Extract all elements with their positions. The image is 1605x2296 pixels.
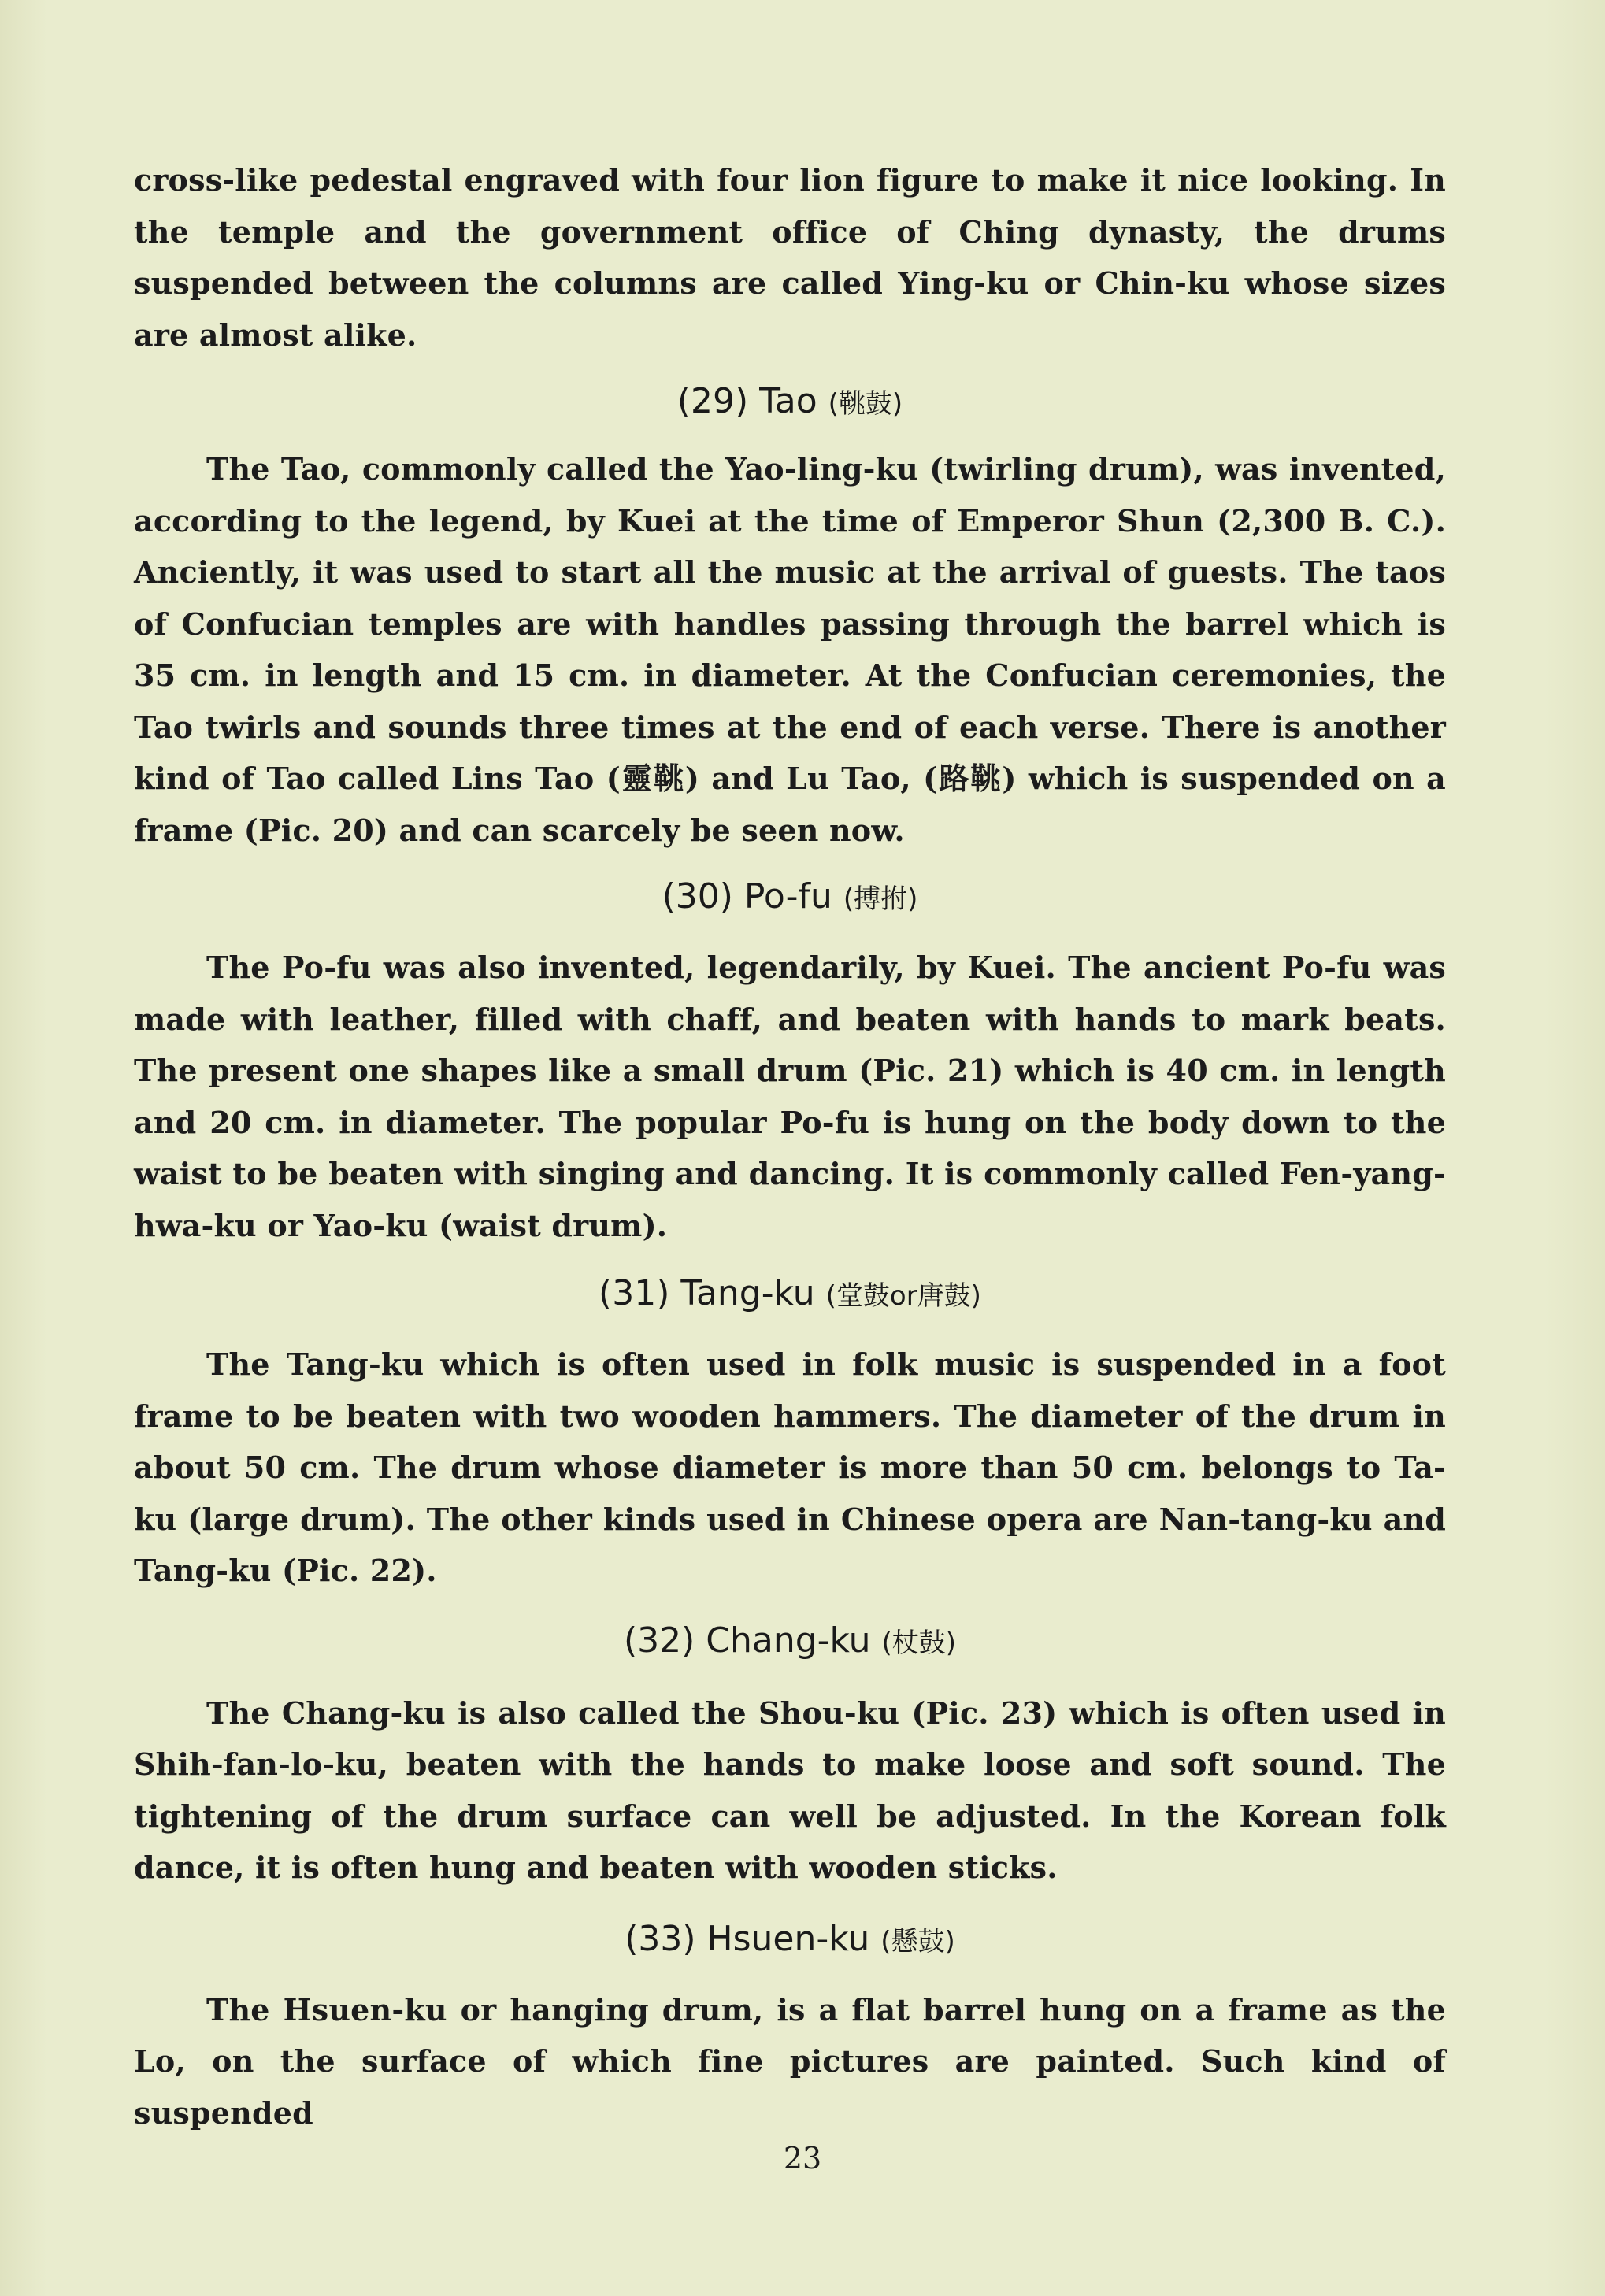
page-content [134, 154, 1446, 2139]
heading-cjk: (杖鼓) [881, 1627, 957, 1659]
paragraph-hsuen-ku: The Hsuen-ku or hanging drum, is a flat barrel hung on a frame as the Lo, on the surface of which fine pictures are painted. Such kind of suspended [134, 1991, 1446, 2131]
paragraph-chang-ku: The Chang-ku is also called the Shou-ku (Pic. 23) which is often used in Shih-fan-lo-ku, beaten with the hands to make loose and soft sound. The tightening of the drum surface can well be adjusted. In the Korean folk dance, it is often hung and beaten with wooden sticks. [134, 1694, 1446, 1885]
heading-label: (30) Po-fu [662, 876, 832, 917]
heading-33-hsuen-ku [134, 1916, 1446, 1965]
heading-label: (33) Hsuen-ku [625, 1918, 870, 1959]
heading-32-chang-ku [134, 1617, 1446, 1667]
heading-cjk: (鞉鼓) [828, 388, 903, 420]
heading-cjk: (懸鼓) [880, 1925, 955, 1957]
page-number: 23 [783, 2141, 822, 2176]
heading-label: (32) Chang-ku [623, 1620, 871, 1661]
heading-label: (31) Tang-ku [599, 1273, 815, 1313]
paragraph-continuation: cross-like pedestal engraved with four lion figure to make it nice looking. In the temple and the government office of Ching dynasty, the drums suspended between the columns are called Ying-ku or Chin-ku whose sizes are almost alike. [134, 162, 1446, 353]
heading-cjk: (堂鼓or唐鼓) [825, 1280, 981, 1312]
paragraph-po-fu: The Po-fu was also invented, legendarily, by Kuei. The ancient Po-fu was made with leather, filled with chaff, and beaten with hands to mark beats. The present one shapes like a small drum (Pic. 21) which is 40 cm. in length and 20 cm. in diameter. The popular Po-fu is hung on the body down to the waist to be beaten with singing and dancing. It is commonly called Fen-yang-hwa-ku or Yao-ku (waist drum). [134, 950, 1446, 1243]
paragraph-tao: The Tao, commonly called the Yao-ling-ku (twirling drum), was invented, according to the legend, by Kuei at the time of Emperor Shun (2,300 B. C.). Anciently, it was used to start all the music at the arrival of guests. The taos of Confucian temples are with handles passing through the barrel which is 35 cm. in length and 15 cm. in diameter. At the Confucian ceremonies, the Tao twirls and sounds three times at the end of each verse. There is another kind of Tao called Lins Tao (靈鞉) and Lu Tao, (路鞉) which is suspended on a frame (Pic. 20) and can scarcely be seen now. [134, 451, 1446, 848]
heading-cjk: (搏拊) [843, 883, 918, 915]
heading-label: (29) Tao [676, 381, 817, 421]
heading-29-tao [134, 378, 1446, 428]
paragraph-tang-ku: The Tang-ku which is often used in folk music is suspended in a foot frame to be beaten with two wooden hammers. The diameter of the drum in about 50 cm. The drum whose diameter is more than 50 cm. belongs to Ta-ku (large drum). The other kinds used in Chinese opera are Nan-tang-ku and Tang-ku (Pic. 22). [134, 1346, 1446, 1588]
heading-30-po-fu [134, 873, 1446, 923]
heading-31-tang-ku [134, 1270, 1446, 1320]
